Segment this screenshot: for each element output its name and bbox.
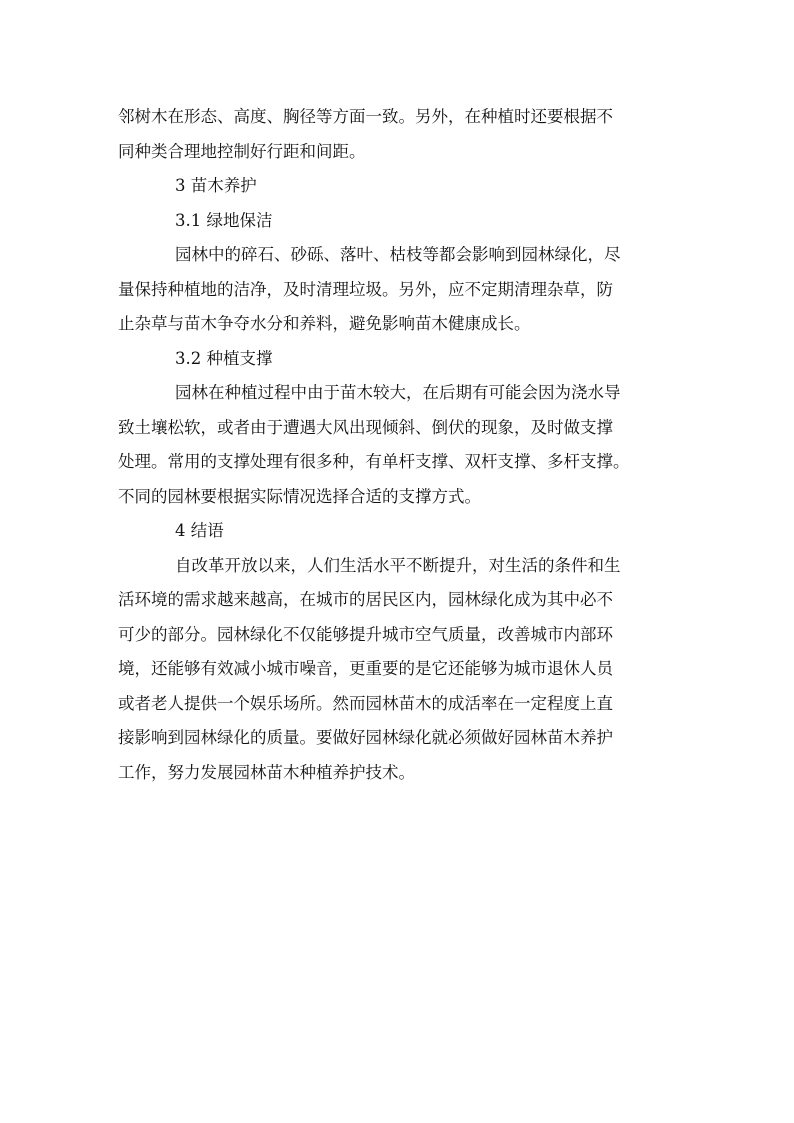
paragraph-line: 同种类合理地控制好行距和间距。 xyxy=(118,141,366,161)
paragraph-line: 量保持种植地的洁净，及时清理垃圾。另外，应不定期清理杂草，防 xyxy=(118,279,613,299)
section-heading: 3 苗木养护 xyxy=(175,176,257,195)
paragraph-line: 可少的部分。园林绿化不仅能够提升城市空气质量，改善城市内部环 xyxy=(118,624,613,644)
subsection-heading: 3.1 绿地保洁 xyxy=(175,210,273,230)
paragraph-line: 活环境的需求越来越高，在城市的居民区内，园林绿化成为其中必不 xyxy=(118,590,613,609)
subsection-heading: 3.2 种植支撑 xyxy=(175,348,273,368)
paragraph-line: 止杂草与苗木争夺水分和养料，避免影响苗木健康成长。 xyxy=(118,314,531,333)
paragraph-line: 处理。常用的支撑处理有很多种，有单杆支撑、双杆支撑、多杆支撑。 xyxy=(118,452,630,471)
body-text xyxy=(118,100,681,790)
paragraph-line: 园林在种植过程中由于苗木较大，在后期有可能会因为浇水导 xyxy=(175,383,621,402)
paragraph-line: 邻树木在形态、高度、胸径等方面一致。另外，在种植时还要根据不 xyxy=(118,107,613,126)
paragraph-line: 致土壤松软，或者由于遭遇大风出现倾斜、倒伏的现象，及时做支撑 xyxy=(118,417,613,437)
section-heading: 4 结语 xyxy=(175,521,224,540)
paragraph-line: 园林中的碎石、砂砾、落叶、枯枝等都会影响到园林绿化，尽 xyxy=(175,245,621,264)
paragraph-line: 或者老人提供一个娱乐场所。然而园林苗木的成活率在一定程度上直 xyxy=(118,693,613,713)
paragraph-line: 不同的园林要根据实际情况选择合适的支撑方式。 xyxy=(118,486,481,506)
paragraph-line: 工作，努力发展园林苗木种植养护技术。 xyxy=(118,762,415,782)
paragraph-line: 接影响到园林绿化的质量。要做好园林绿化就必须做好园林苗木养护 xyxy=(118,728,613,747)
paragraph-line: 境，还能够有效减小城市噪音，更重要的是它还能够为城市退休人员 xyxy=(118,659,613,678)
paragraph-line: 自改革开放以来，人们生活水平不断提升，对生活的条件和生 xyxy=(175,555,621,575)
